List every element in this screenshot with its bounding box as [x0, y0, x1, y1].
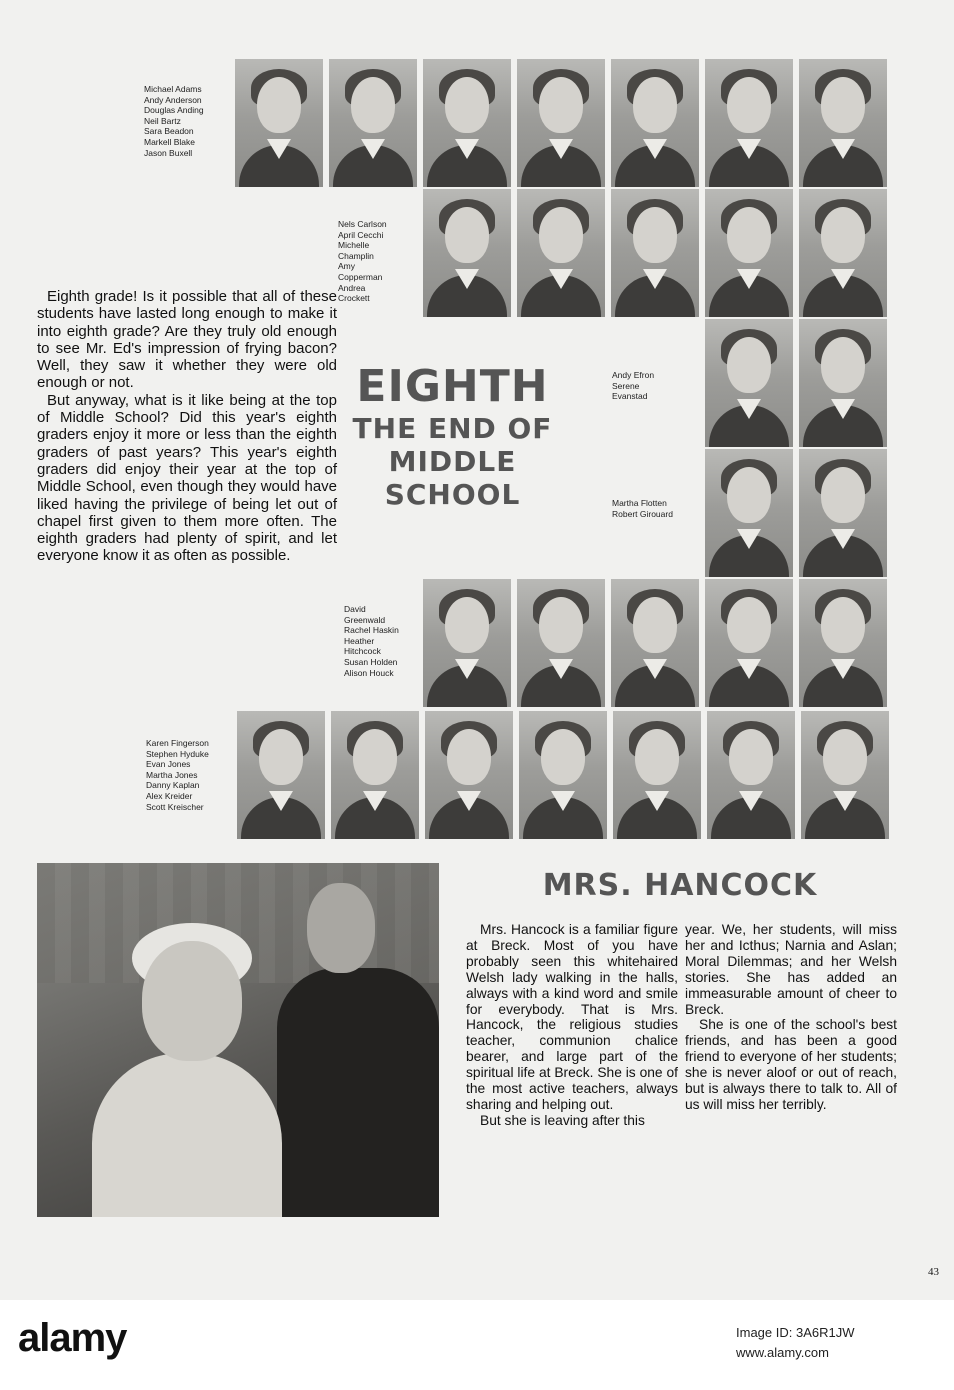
site-url: www.alamy.com — [736, 1345, 829, 1360]
student-portrait — [517, 59, 605, 187]
section-title — [320, 362, 585, 511]
hancock-column-1 — [466, 922, 678, 1129]
student-portrait — [613, 711, 701, 839]
student-portrait — [423, 579, 511, 707]
student-portrait — [705, 59, 793, 187]
image-id: Image ID: 3A6R1JW — [736, 1325, 855, 1340]
hancock-headline: MRS. HANCOCK — [542, 868, 818, 903]
student-portrait — [611, 59, 699, 187]
title-line-1: EIGHTH — [356, 361, 549, 412]
student-portrait — [329, 59, 417, 187]
student-portrait — [705, 189, 793, 317]
title-line-4: SCHOOL — [384, 478, 521, 511]
title-line-2: THE END OF — [352, 412, 553, 445]
student-portrait — [799, 319, 887, 447]
student-portrait — [423, 189, 511, 317]
student-portrait — [235, 59, 323, 187]
title-line-3: MIDDLE — [388, 445, 517, 478]
student-portrait — [517, 189, 605, 317]
names-row-1: Michael Adams Andy Anderson Douglas Anding Neil Bartz Sara Beadon Markell Blake Jason Buxell — [144, 84, 204, 158]
student-portrait — [799, 59, 887, 187]
names-row-6: Karen Fingerson Stephen Hyduke Evan Jones Martha Jones Danny Kaplan Alex Kreider Scott Kreischer — [146, 738, 209, 812]
student-portrait — [799, 189, 887, 317]
student-portrait — [799, 449, 887, 577]
stock-info — [736, 1323, 855, 1363]
hancock-col2-paragraph-1: year. We, her students, will miss her and Icthus; Narnia and Aslan; Moral Dilemmas; and her Welsh stories. She has added an immeasurable amount of cheer to Breck. — [685, 922, 897, 1017]
student-portrait — [237, 711, 325, 839]
intro-paragraph-1: Eighth grade! Is it possible that all of these students have lasted long enough to make it into eighth grade? Are they truly old enough to see Mr. Ed's impression of frying bacon? Well, they saw it whether they were old enough or not. — [37, 288, 337, 392]
names-row-4: Martha Flotten Robert Girouard — [612, 498, 673, 519]
student-portrait — [519, 711, 607, 839]
names-row-3: Andy Efron Serene Evanstad — [612, 370, 655, 402]
student-portrait — [705, 449, 793, 577]
page-number: 43 — [928, 1266, 939, 1278]
names-row-5: David Greenwald Rachel Haskin Heather Hitchcock Susan Holden Alison Houck — [344, 604, 399, 678]
student-portrait — [517, 579, 605, 707]
names-row-2: Nels Carlson April Cecchi Michelle Champlin Amy Copperman Andrea Crockett — [338, 219, 387, 304]
alamy-logo: alamy — [18, 1316, 127, 1360]
student-portrait — [799, 579, 887, 707]
intro-paragraph-2: But anyway, what is it like being at the top of Middle School? Did this year's eighth graders enjoy it more or less than the eighth graders of past years? This year's eighth graders did enjoy their year at the top of Middle School, even though they would have liked having the privilege of being let out of chapel first given to them more often. The eighth graders had plenty of spirit, and let everyone know it as often as possible. — [37, 391, 337, 565]
student-portrait — [611, 189, 699, 317]
student-portrait — [707, 711, 795, 839]
student-portrait — [331, 711, 419, 839]
hancock-col2-paragraph-2: She is one of the school's best friends, and has been a good friend to everyone of her students; she is never aloof or out of reach, but is always there to talk to. All of us will miss her terribly. — [685, 1017, 897, 1112]
student-portrait — [705, 579, 793, 707]
hancock-photo — [37, 863, 439, 1217]
student-portrait — [423, 59, 511, 187]
hancock-col1-paragraph-2: But she is leaving after this — [480, 1112, 645, 1128]
student-portrait — [705, 319, 793, 447]
student-portrait — [425, 711, 513, 839]
hancock-column-2 — [685, 922, 897, 1113]
intro-text — [37, 288, 337, 565]
student-portrait — [801, 711, 889, 839]
student-portrait — [611, 579, 699, 707]
hancock-col1-paragraph-1: Mrs. Hancock is a familiar figure at Breck. Most of you have probably seen this whitehaired Welsh lady walking in the halls, always with a kind word and smile for everybody. That is Mrs. Hancock, the religious studies teacher, communion chalice bearer, and large part of the spiritual life at Breck. She is one of the most active teachers, always sharing and helping out. — [466, 922, 678, 1112]
